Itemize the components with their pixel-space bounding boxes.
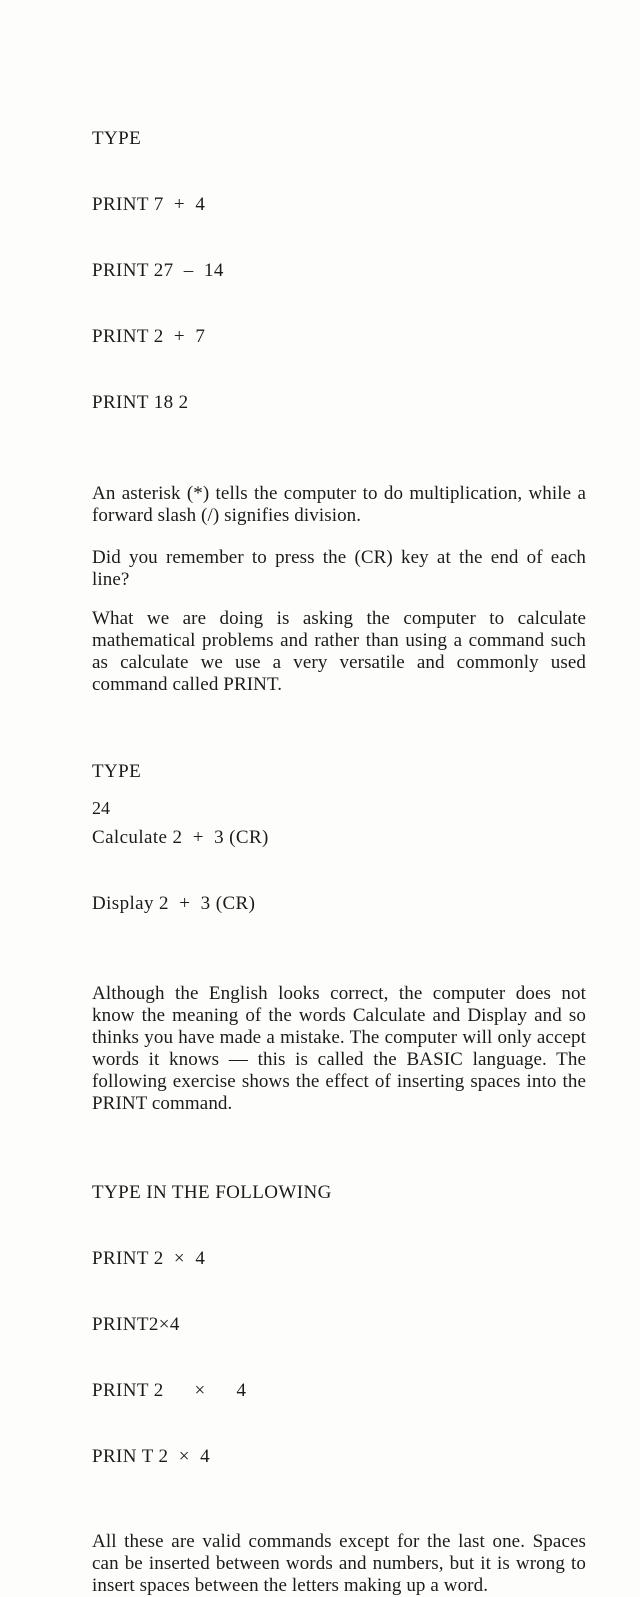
code-line: PRINT 2 × 4 <box>92 1248 206 1269</box>
page-content <box>92 84 586 1597</box>
page-number: 24 <box>92 798 110 818</box>
paragraph-basic-language: Although the English looks correct, the computer does not know the meaning of the words Calculate and Display and so thinks you have made a mistake. The computer will only accept words it knows — this is called the BASIC language. The following exercise shows the effect of inserting spaces into the PRINT command. <box>92 983 586 1114</box>
type-block-spacing-examples <box>92 1138 586 1512</box>
code-line: PRINT 7 + 4 <box>92 194 206 215</box>
type-block-print-examples <box>92 84 586 458</box>
code-line: PRIN T 2 × 4 <box>92 1446 211 1467</box>
paragraph-asterisk: An asterisk (*) tells the computer to do multiplication, while a forward slash (/) signifies division. <box>92 483 586 526</box>
code-line: PRINT 2 + 7 <box>92 326 206 347</box>
code-line: PRINT 18 2 <box>92 392 189 413</box>
code-line: Display 2 + 3 (CR) <box>92 893 256 914</box>
paragraph-spaces-rule: All these are valid commands except for the last one. Spaces can be inserted between words and numbers, but it is wrong to insert spaces between the letters making up a word. <box>92 1531 586 1596</box>
code-line: PRINT 2 × 4 <box>92 1380 247 1401</box>
type-block-calculate-display <box>92 717 586 959</box>
paragraph-print-command: What we are doing is asking the computer to calculate mathematical problems and rather than using a command such as calculate we use a very versatile and commonly used command called PRINT. <box>92 608 586 695</box>
paragraph-cr-key: Did you remember to press the (CR) key at the end of each line? <box>92 547 586 590</box>
block-heading: TYPE <box>92 128 142 149</box>
code-line: PRINT 27 – 14 <box>92 260 224 281</box>
block-heading: TYPE IN THE FOLLOWING <box>92 1182 332 1203</box>
code-line: Calculate 2 + 3 (CR) <box>92 827 269 848</box>
code-line: PRINT2×4 <box>92 1314 180 1335</box>
block-heading: TYPE <box>92 761 142 782</box>
